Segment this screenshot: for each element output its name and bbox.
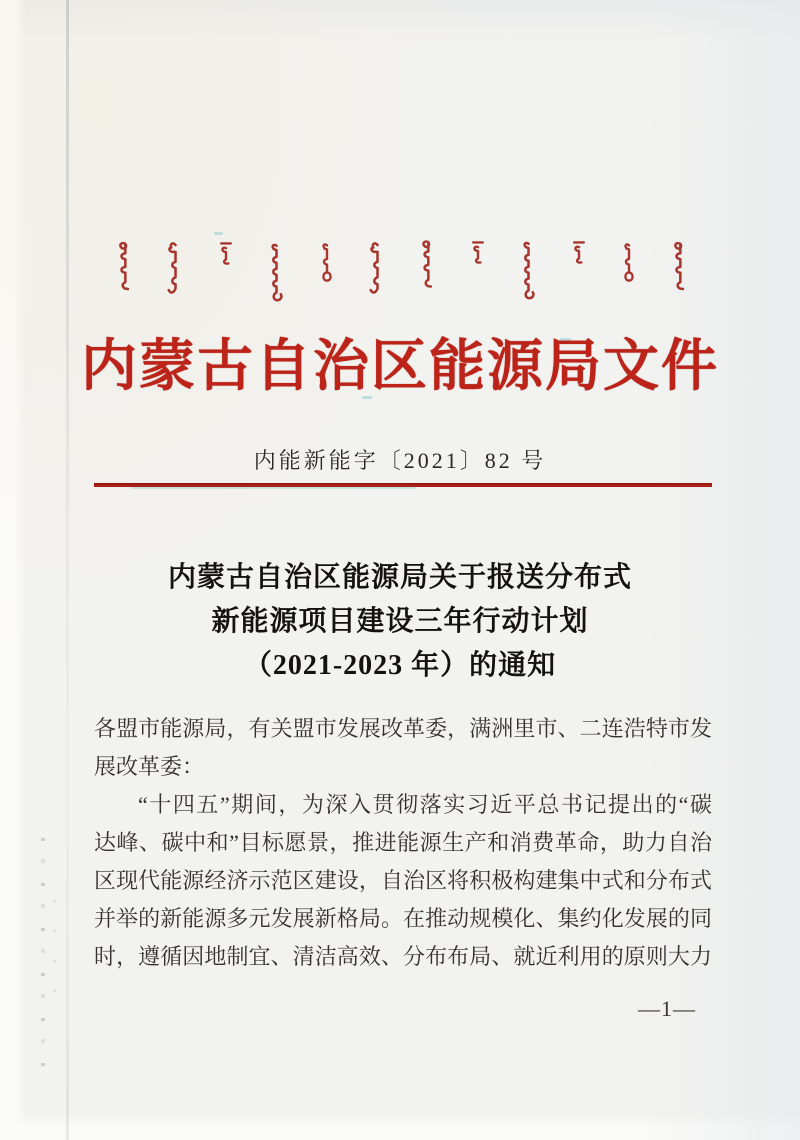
body-line: 并举的新能源多元发展新格局。在推动规模化、集约化发展的同 (94, 906, 712, 931)
mongolian-word-glyph (218, 239, 234, 267)
notice-title-line: 内蒙古自治区能源局关于报送分布式 (167, 562, 632, 593)
recipients-salutation (94, 710, 712, 786)
mongolian-word-glyph (671, 239, 688, 293)
body-line: 时，遵循因地制宜、清洁高效、分布布局、就近利用的原则大力 (94, 944, 712, 969)
notice-title-line: （2021-2023 年）的通知 (243, 650, 557, 681)
mongolian-script-agency-name (116, 239, 688, 307)
notice-title-line: 新能源项目建设三年行动计划 (211, 606, 589, 637)
ink-bleed-marks (53, 900, 56, 1020)
body-line: 达峰、碳中和”目标愿景，推进能源生产和消费革命，助力自治 (94, 830, 712, 855)
body-line: “十四五”期间，为深入贯彻落实习近平总书记提出的“碳 (138, 792, 712, 817)
agency-masthead-title: 内蒙古自治区能源局文件 (81, 336, 719, 398)
mongolian-word-glyph (369, 239, 386, 297)
mongolian-word-glyph (621, 239, 637, 287)
mongolian-word-glyph (419, 239, 436, 289)
mongolian-word-glyph (268, 239, 285, 307)
notice-body (94, 710, 712, 976)
mongolian-word-glyph (470, 239, 486, 265)
body-paragraph (94, 786, 712, 976)
mongolian-word-glyph (319, 239, 335, 287)
mongolian-word-glyph (116, 239, 133, 293)
document-reference-number: 内能新能字〔2021〕82 号 (253, 448, 547, 473)
body-line: 区现代能源经济示范区建设，自治区将积极构建集中式和分布式 (94, 868, 712, 893)
mongolian-word-glyph (167, 239, 184, 297)
mongolian-word-glyph (571, 239, 587, 265)
page-number: —1— (638, 996, 696, 1021)
salutation-line: 展改革委： (94, 754, 205, 779)
ink-bleed-marks (41, 838, 45, 1074)
salutation-line: 各盟市能源局，有关盟市发展改革委，满洲里市、二连浩特市发 (94, 716, 712, 741)
notice-title (0, 556, 800, 688)
masthead-divider-rule (94, 483, 712, 487)
mongolian-word-glyph (520, 239, 537, 303)
scan-cyan-artifact (214, 232, 223, 235)
